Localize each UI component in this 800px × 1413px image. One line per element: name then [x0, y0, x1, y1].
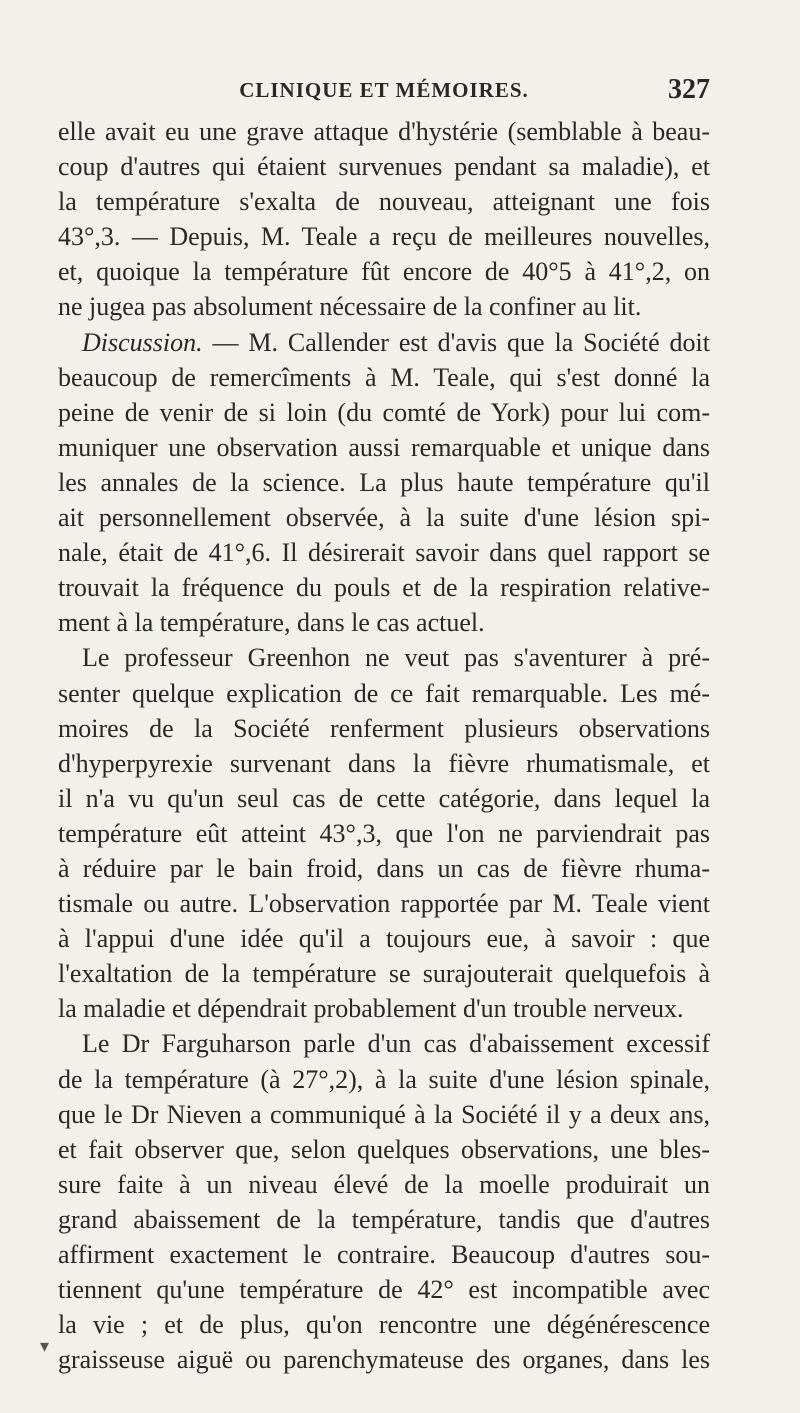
text-line: grand abaissement de la température, tandis que d'autres — [58, 1204, 710, 1234]
text-line: beaucoup de remercîments à M. Teale, qui s'est donné la — [58, 362, 710, 392]
text-line: l'exaltation de la température se surajouterait quelquefois à — [58, 959, 710, 989]
text-line: graisseuse aiguë ou parenchymateuse des organes, dans les — [58, 1345, 710, 1375]
page-number: 327 — [668, 74, 710, 105]
text-line: d'hyperpyrexie survenant dans la fièvre rhumatismale, et — [58, 748, 710, 778]
text-line: 43°,3. — Depuis, M. Teale a reçu de meilleures nouvelles, — [58, 222, 710, 252]
text-line: peine de venir de si loin (du comté de York) pour lui com- — [58, 397, 710, 427]
text-line: de la température (à 27°,2), à la suite d'une lésion spinale, — [58, 1064, 710, 1094]
text-line: et fait observer que, selon quelques observations, une bles- — [58, 1134, 710, 1164]
text-line: à l'appui d'une idée qu'il a toujours eue, à savoir : que — [58, 924, 710, 954]
text-line: sure faite à un niveau élevé de la moelle produirait un — [58, 1169, 710, 1199]
text-line: ait personnellement observée, à la suite d'une lésion spi- — [58, 503, 710, 533]
text-line: les annales de la science. La plus haute température qu'il — [58, 467, 710, 497]
text-line: la vie ; et de plus, qu'on rencontre une dégénérescence — [58, 1310, 710, 1340]
text-line: tiennent qu'une température de 42° est incompatible avec — [58, 1275, 710, 1305]
text-line: trouvait la fréquence du pouls et de la respiration relative- — [58, 573, 710, 603]
text-line: à réduire par le bain froid, dans un cas de fièvre rhuma- — [58, 853, 710, 883]
text-line: muniquer une observation aussi remarquable et unique dans — [58, 432, 710, 462]
text-line: et, quoique la température fût encore de 40°5 à 41°,2, on — [58, 257, 710, 287]
text-line: il n'a vu qu'un seul cas de cette catégorie, dans lequel la — [58, 783, 710, 813]
text-line: que le Dr Nieven a communiqué à la Société il y a deux ans, — [58, 1099, 710, 1129]
text-line: senter quelque explication de ce fait remarquable. Les mé- — [58, 678, 710, 708]
text-line: température eût atteint 43°,3, que l'on ne parviendrait pas — [58, 818, 710, 848]
text-line: moires de la Société renferment plusieurs observations — [58, 713, 710, 743]
text-line: Discussion. — M. Callender est d'avis que la Société doit — [82, 327, 710, 357]
text-line: la maladie et dépendrait probablement d'un trouble nerveux. — [58, 994, 684, 1024]
text-line: coup d'autres qui étaient survenues pendant sa maladie), et — [58, 152, 710, 182]
text-line: tismale ou autre. L'observation rapportée par M. Teale vient — [58, 889, 710, 919]
text-line: Le Dr Farguharson parle d'un cas d'abaissement excessif — [82, 1029, 710, 1059]
text-line: Le professeur Greenhon ne veut pas s'aventurer à pré- — [82, 643, 710, 673]
ink-speck: ▾ — [40, 1336, 50, 1356]
section-label: Discussion. — [82, 327, 203, 357]
text-line: nale, était de 41°,6. Il désirerait savoir dans quel rapport se — [58, 538, 710, 568]
text-line: ne jugea pas absolument nécessaire de la confiner au lit. — [58, 292, 642, 322]
running-title: CLINIQUE ET MÉMOIRES. — [239, 78, 529, 102]
body-text — [58, 114, 710, 1377]
text-line: affirment exactement le contraire. Beaucoup d'autres sou- — [58, 1240, 710, 1269]
text-line: la température s'exalta de nouveau, atteignant une fois — [58, 187, 710, 217]
text-line: ment à la température, dans le cas actuel. — [58, 608, 485, 638]
page-header — [58, 74, 710, 108]
text-line: elle avait eu une grave attaque d'hystérie (semblable à beau- — [58, 117, 710, 146]
